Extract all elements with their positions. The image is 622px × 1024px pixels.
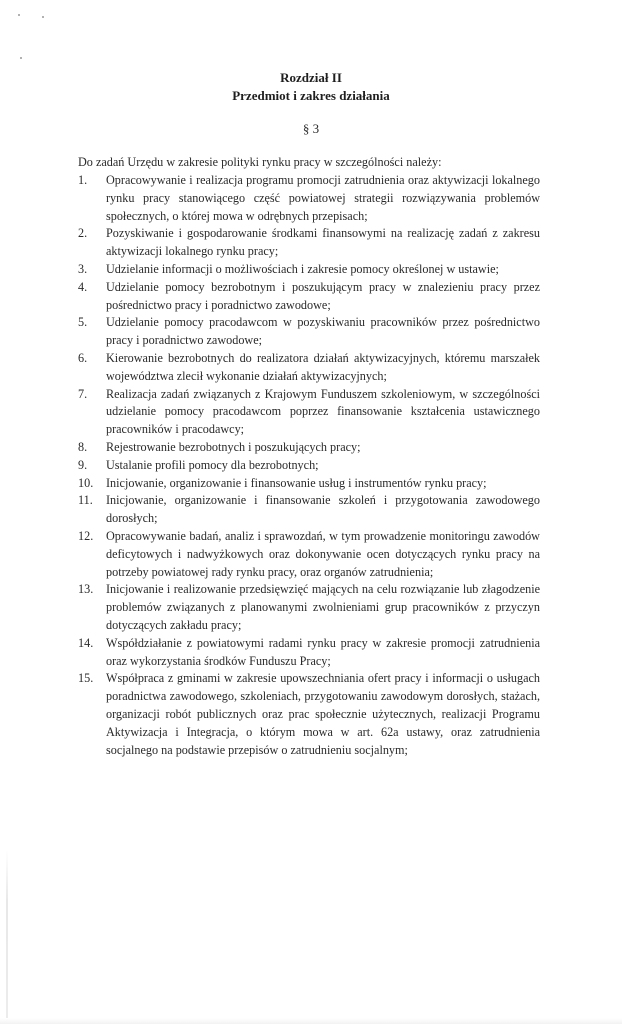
list-item-number: 13. [78, 582, 94, 597]
list-item-number: 3. [78, 261, 88, 276]
list-item-text: Ustalanie profili pomocy dla bezrobotnych; [106, 457, 319, 472]
list-item-number: 1. [78, 173, 88, 187]
scan-speck [18, 14, 20, 16]
list-item-text: Inicjowanie, organizowanie i finansowanie usług i instrumentów rynku pracy; [106, 475, 487, 490]
list-item-text: Kierowanie bezrobotnych do realizatora działań aktywizacyjnych, któremu marszałek województwa zlecił wykonanie działań aktywizacyjnych; [106, 350, 540, 383]
list-item [78, 457, 540, 475]
list-item [78, 475, 540, 493]
list-item-text: Udzielanie pomocy bezrobotnym i poszukującym pracy w znalezieniu pracy przez pośrednictwo pracy i poradnictwo zawodowe; [106, 279, 540, 312]
list-item-text: Inicjowanie, organizowanie i finansowanie szkoleń i przygotowania zawodowego dorosłych; [106, 493, 540, 526]
list-item-number: 9. [78, 457, 88, 472]
list-item-number: 7. [78, 386, 88, 401]
list-item [78, 528, 540, 581]
list-item [78, 670, 540, 759]
list-item [78, 581, 540, 634]
scan-speck [42, 16, 44, 18]
list-item-text: Udzielanie pomocy pracodawcom w pozyskiwaniu pracowników przez pośrednictwo pracy i poradnictwo zawodowe; [106, 315, 540, 348]
list-item [78, 225, 540, 261]
list-item-number: 10. [78, 475, 94, 490]
list-item [78, 439, 540, 457]
list-item [78, 172, 540, 225]
intro-sentence: Do zadań Urzędu w zakresie polityki rynku pracy w szczególności należy: [78, 155, 442, 169]
list-item [78, 635, 540, 671]
page-edge-shadow [6, 850, 8, 1020]
list-item [78, 279, 540, 315]
chapter-title: Przedmiot i zakres działania [232, 88, 390, 103]
list-item-number: 14. [78, 635, 94, 650]
list-item-number: 15. [78, 671, 94, 686]
list-item [78, 492, 540, 528]
list-item-text: Realizacja zadań związanych z Krajowym Funduszem szkoleniowym, w szczególności udzielanie pomocy pracodawcom poprzez finansowanie kształcenia ustawicznego pracowników i pracodawcy; [106, 386, 540, 437]
list-item-number: 6. [78, 350, 88, 365]
list-item-text: Rejestrowanie bezrobotnych i poszukujących pracy; [106, 439, 361, 454]
list-item-text: Pozyskiwanie i gospodarowanie środkami finansowymi na realizację zadań z zakresu aktywizacji lokalnego rynku pracy; [106, 226, 540, 259]
list-item-text: Udzielanie informacji o możliwościach i zakresie pomocy określonej w ustawie; [106, 261, 499, 276]
list-item [78, 350, 540, 386]
list-item-number: 11. [78, 493, 93, 508]
list-item-number: 2. [78, 226, 88, 241]
list-item-number: 4. [78, 279, 88, 294]
list-item-text: Opracowywanie i realizacja programu promocji zatrudnienia oraz aktywizacji lokalnego rynku pracy stanowiącego część powiatowej strategii rozwiązywania problemów społecznych, o której mowa w odrębnych przepisach; [106, 173, 540, 223]
task-list [78, 172, 540, 759]
list-item-number: 12. [78, 528, 94, 543]
list-item-text: Opracowywanie badań, analiz i sprawozdań, w tym prowadzenie monitoringu zawodów deficytowych i nadwyżkowych oraz dokonywanie ocen dotyczących rynku pracy na potrzeby powiatowej rady rynku pracy, oraz organów zatrudnienia; [106, 528, 540, 579]
list-item-text: Współpraca z gminami w zakresie upowszechniania ofert pracy i informacji o usługach poradnictwa zawodowego, szkoleniach, przygotowaniu zawodowym dorosłych, stażach, organizacji robót publicznych oraz prac społecznie użytecznych, realizacji Programu Aktywizacja i Integracja, o którym mowa w art. 62a ustawy, oraz zatrudnienia socjalnego na podstawie przepisów o zatrudnieniu socjalnym; [106, 671, 540, 757]
page-bottom-edge [0, 1018, 622, 1024]
list-item [78, 314, 540, 350]
section-symbol: § 3 [302, 121, 320, 136]
list-item-text: Inicjowanie i realizowanie przedsięwzięć mających na celu rozwiązanie lub złagodzenie problemów związanych z planowanymi zwolnieniami grup pracowników z przyczyn dotyczących zakładu pracy; [106, 582, 540, 632]
list-item-number: 5. [78, 315, 88, 330]
list-item-number: 8. [78, 439, 88, 454]
list-item [78, 261, 540, 279]
list-item [78, 386, 540, 439]
list-item-text: Współdziałanie z powiatowymi radami rynku pracy w zakresie promocji zatrudnienia oraz wykorzystania środków Funduszu Pracy; [106, 635, 540, 668]
scan-speck [20, 57, 22, 59]
chapter-heading: Rozdział II [280, 70, 342, 85]
